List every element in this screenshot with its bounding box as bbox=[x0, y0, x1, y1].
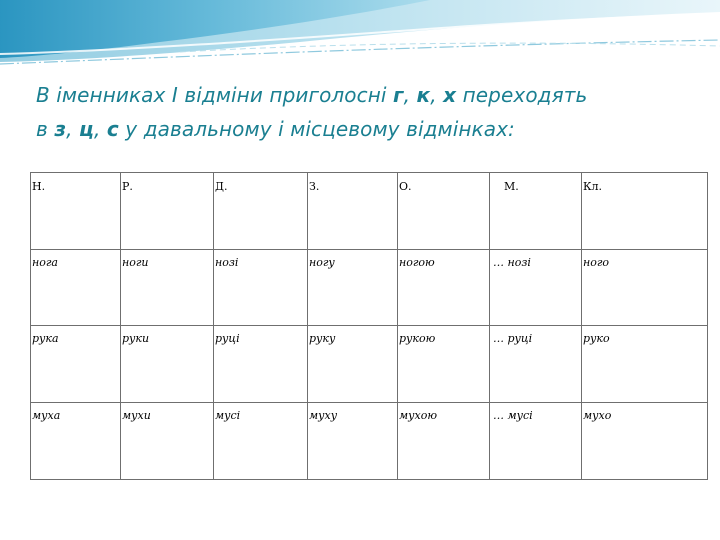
header-cell-genitive: Р. bbox=[121, 173, 214, 250]
slide-title bbox=[36, 78, 696, 146]
table-cell: муха bbox=[31, 403, 121, 480]
title-separator: , bbox=[403, 83, 417, 107]
table-cell: руко bbox=[582, 326, 708, 403]
consonant-ts: ц bbox=[79, 117, 94, 141]
header-wave-decoration bbox=[0, 0, 720, 70]
declension-table bbox=[30, 172, 708, 480]
header-cell-locative: М. bbox=[490, 173, 582, 250]
table-cell: мухо bbox=[582, 403, 708, 480]
table-cell: … нозі bbox=[490, 250, 582, 326]
title-text-4: у давальному і місцевому відмінках: bbox=[118, 117, 515, 141]
table-header-row bbox=[31, 173, 708, 250]
table-cell: ноги bbox=[121, 250, 214, 326]
table-cell: ного bbox=[582, 250, 708, 326]
table-cell: ногою bbox=[398, 250, 490, 326]
table-cell: мухи bbox=[121, 403, 214, 480]
table-cell: мусі bbox=[214, 403, 308, 480]
table-row-ruka bbox=[31, 326, 708, 403]
header-cell-instrumental: О. bbox=[398, 173, 490, 250]
table-row-mukha bbox=[31, 403, 708, 480]
table-cell: рука bbox=[31, 326, 121, 403]
table-cell: мухою bbox=[398, 403, 490, 480]
header-cell-nominative: Н. bbox=[31, 173, 121, 250]
table-cell: рукою bbox=[398, 326, 490, 403]
table-cell: нога bbox=[31, 250, 121, 326]
header-cell-accusative: З. bbox=[308, 173, 398, 250]
title-separator: , bbox=[430, 83, 444, 107]
table-cell: руку bbox=[308, 326, 398, 403]
consonant-kh: х bbox=[443, 83, 457, 107]
consonant-g: г bbox=[393, 83, 404, 107]
table-cell: руці bbox=[214, 326, 308, 403]
consonant-k: к bbox=[416, 83, 431, 107]
table-cell: руки bbox=[121, 326, 214, 403]
title-separator: , bbox=[66, 117, 80, 141]
table-cell: … руці bbox=[490, 326, 582, 403]
header-cell-dative: Д. bbox=[214, 173, 308, 250]
table-cell: нозі bbox=[214, 250, 308, 326]
table-cell: … мусі bbox=[490, 403, 582, 480]
title-text-3: в bbox=[36, 117, 55, 141]
consonant-z: з bbox=[54, 117, 67, 141]
header-cell-vocative: Кл. bbox=[582, 173, 708, 250]
title-text-2: переходять bbox=[456, 83, 588, 107]
title-separator: , bbox=[93, 117, 107, 141]
table-row-noha bbox=[31, 250, 708, 326]
table-cell: ногу bbox=[308, 250, 398, 326]
table-cell: муху bbox=[308, 403, 398, 480]
consonant-s: с bbox=[106, 117, 119, 141]
title-text-1: В іменниках І відміни приголосні bbox=[36, 83, 394, 107]
